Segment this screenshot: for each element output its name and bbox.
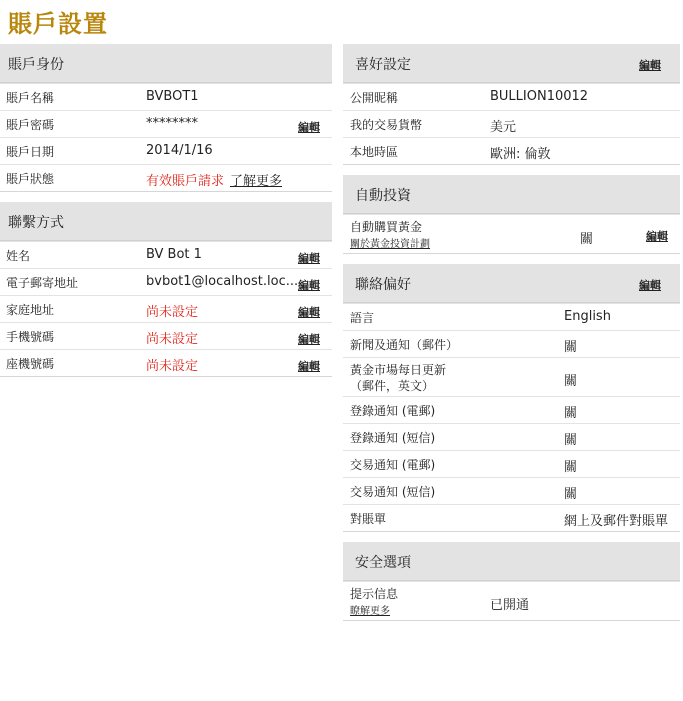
row-value: 網上及郵件對賬單 bbox=[564, 514, 669, 529]
gold-plan-link[interactable]: 關於黃金投資計劃 bbox=[350, 239, 430, 250]
account-name-row bbox=[0, 83, 332, 110]
security-panel bbox=[343, 542, 680, 621]
row-value: bvbot1@localhost.loc... bbox=[146, 274, 299, 289]
panel-header bbox=[343, 542, 680, 581]
row-value: 關 bbox=[564, 340, 578, 355]
edit-preferences-link[interactable]: 編輯 bbox=[639, 59, 661, 72]
account-status-row bbox=[0, 164, 332, 191]
panel-title: 賬戶身份 bbox=[8, 57, 64, 73]
row-value: ******** bbox=[146, 116, 198, 131]
row-value: 關 bbox=[564, 460, 578, 475]
row-value: 關 bbox=[564, 433, 578, 448]
row-value: 關 bbox=[580, 232, 594, 247]
edit-password-link[interactable]: 編輯 bbox=[298, 121, 320, 134]
auto-invest-panel bbox=[343, 175, 680, 254]
account-date-row bbox=[0, 137, 332, 164]
name-row bbox=[0, 241, 332, 268]
row-label: 交易通知 (電郵) bbox=[350, 458, 436, 472]
panel-header bbox=[0, 44, 332, 83]
currency-row bbox=[343, 110, 680, 137]
row-label: 交易通知 (短信) bbox=[350, 485, 436, 499]
trade-sms-row bbox=[343, 477, 680, 504]
preferences-panel bbox=[343, 44, 680, 165]
row-value: 歐洲: 倫敦 bbox=[490, 147, 551, 162]
row-label: 我的交易貨幣 bbox=[350, 118, 423, 132]
row-value: 已開通 bbox=[490, 598, 530, 613]
row-label: 手機號碼 bbox=[6, 330, 55, 344]
row-value: BULLION10012 bbox=[490, 89, 589, 104]
edit-landline-link[interactable]: 編輯 bbox=[298, 360, 320, 373]
account-identity-panel bbox=[0, 44, 332, 192]
edit-auto-invest-link[interactable]: 編輯 bbox=[646, 230, 668, 243]
row-label: 姓名 bbox=[6, 249, 31, 263]
language-row bbox=[343, 303, 680, 330]
row-value: 關 bbox=[564, 374, 578, 389]
row-label: 登錄通知 (短信) bbox=[350, 431, 436, 445]
panel-title: 自動投資 bbox=[355, 188, 411, 204]
row-value: 尚未設定 bbox=[146, 332, 199, 347]
row-value: 關 bbox=[564, 487, 578, 502]
statement-row bbox=[343, 504, 680, 531]
panel-title: 聯繫方式 bbox=[8, 215, 64, 231]
row-label: 賬戶狀態 bbox=[6, 172, 55, 186]
row-label: 賬戶密碼 bbox=[6, 118, 55, 132]
edit-mobile-link[interactable]: 編輯 bbox=[298, 333, 320, 346]
right-column bbox=[343, 44, 680, 631]
row-value: 2014/1/16 bbox=[146, 143, 213, 158]
row-value-wrap bbox=[146, 170, 282, 189]
edit-address-link[interactable]: 編輯 bbox=[298, 306, 320, 319]
row-label: 賬戶日期 bbox=[6, 145, 55, 159]
row-label: 登錄通知 (電郵) bbox=[350, 404, 436, 418]
row-label: 電子郵寄地址 bbox=[6, 276, 79, 290]
hint-message-row bbox=[343, 581, 680, 620]
panel-header bbox=[343, 175, 680, 214]
row-label: 家庭地址 bbox=[6, 303, 55, 317]
login-email-row bbox=[343, 396, 680, 423]
row-label: 新聞及通知（郵件） bbox=[350, 338, 459, 352]
row-label: 本地時區 bbox=[350, 145, 399, 159]
trade-email-row bbox=[343, 450, 680, 477]
row-value: BVBOT1 bbox=[146, 89, 199, 104]
mobile-row bbox=[0, 322, 332, 349]
row-value: 尚未設定 bbox=[146, 305, 199, 320]
row-label-wrap bbox=[350, 219, 430, 253]
panel-title: 喜好設定 bbox=[355, 57, 411, 73]
edit-contact-preferences-link[interactable]: 編輯 bbox=[639, 279, 661, 292]
status-value: 有效賬戶請求 bbox=[146, 174, 225, 189]
gold-daily-update-row bbox=[343, 357, 680, 396]
panel-header bbox=[0, 202, 332, 241]
auto-buy-gold-row bbox=[343, 214, 680, 253]
row-label: 賬戶名稱 bbox=[6, 91, 55, 105]
contact-preferences-panel bbox=[343, 264, 680, 532]
account-password-row bbox=[0, 110, 332, 137]
learn-more-link[interactable]: 了解更多 bbox=[230, 174, 283, 189]
home-address-row bbox=[0, 295, 332, 322]
panel-header bbox=[343, 264, 680, 303]
contact-info-panel bbox=[0, 202, 332, 377]
row-label: 提示信息 bbox=[350, 587, 399, 601]
login-sms-row bbox=[343, 423, 680, 450]
row-value: 美元 bbox=[490, 120, 517, 135]
row-value: BV Bot 1 bbox=[146, 247, 202, 262]
edit-email-link[interactable]: 編輯 bbox=[298, 279, 320, 292]
email-row bbox=[0, 268, 332, 295]
row-label: 公開昵稱 bbox=[350, 91, 399, 105]
landline-row bbox=[0, 349, 332, 376]
row-label: 座機號碼 bbox=[6, 357, 55, 371]
row-value: 關 bbox=[564, 406, 578, 421]
panel-title: 安全選項 bbox=[355, 555, 411, 571]
row-label: 對賬單 bbox=[350, 512, 387, 526]
learn-more-link[interactable]: 瞭解更多 bbox=[350, 606, 390, 617]
panel-header bbox=[343, 44, 680, 83]
row-value: English bbox=[564, 309, 611, 324]
row-label-wrap bbox=[350, 362, 446, 394]
row-label: 語言 bbox=[350, 311, 375, 325]
row-value: 尚未設定 bbox=[146, 359, 199, 374]
page-title: 賬戶設置 bbox=[8, 10, 108, 38]
row-label-sub: （郵件，英文） bbox=[350, 379, 435, 393]
row-label-wrap bbox=[350, 586, 398, 620]
row-label: 黃金市場每日更新 bbox=[350, 363, 447, 377]
news-email-row bbox=[343, 330, 680, 357]
timezone-row bbox=[343, 137, 680, 164]
panel-title: 聯絡偏好 bbox=[355, 277, 411, 293]
left-column bbox=[0, 44, 332, 387]
row-label: 自動購買黃金 bbox=[350, 220, 423, 234]
nickname-row bbox=[343, 83, 680, 110]
edit-name-link[interactable]: 編輯 bbox=[298, 252, 320, 265]
